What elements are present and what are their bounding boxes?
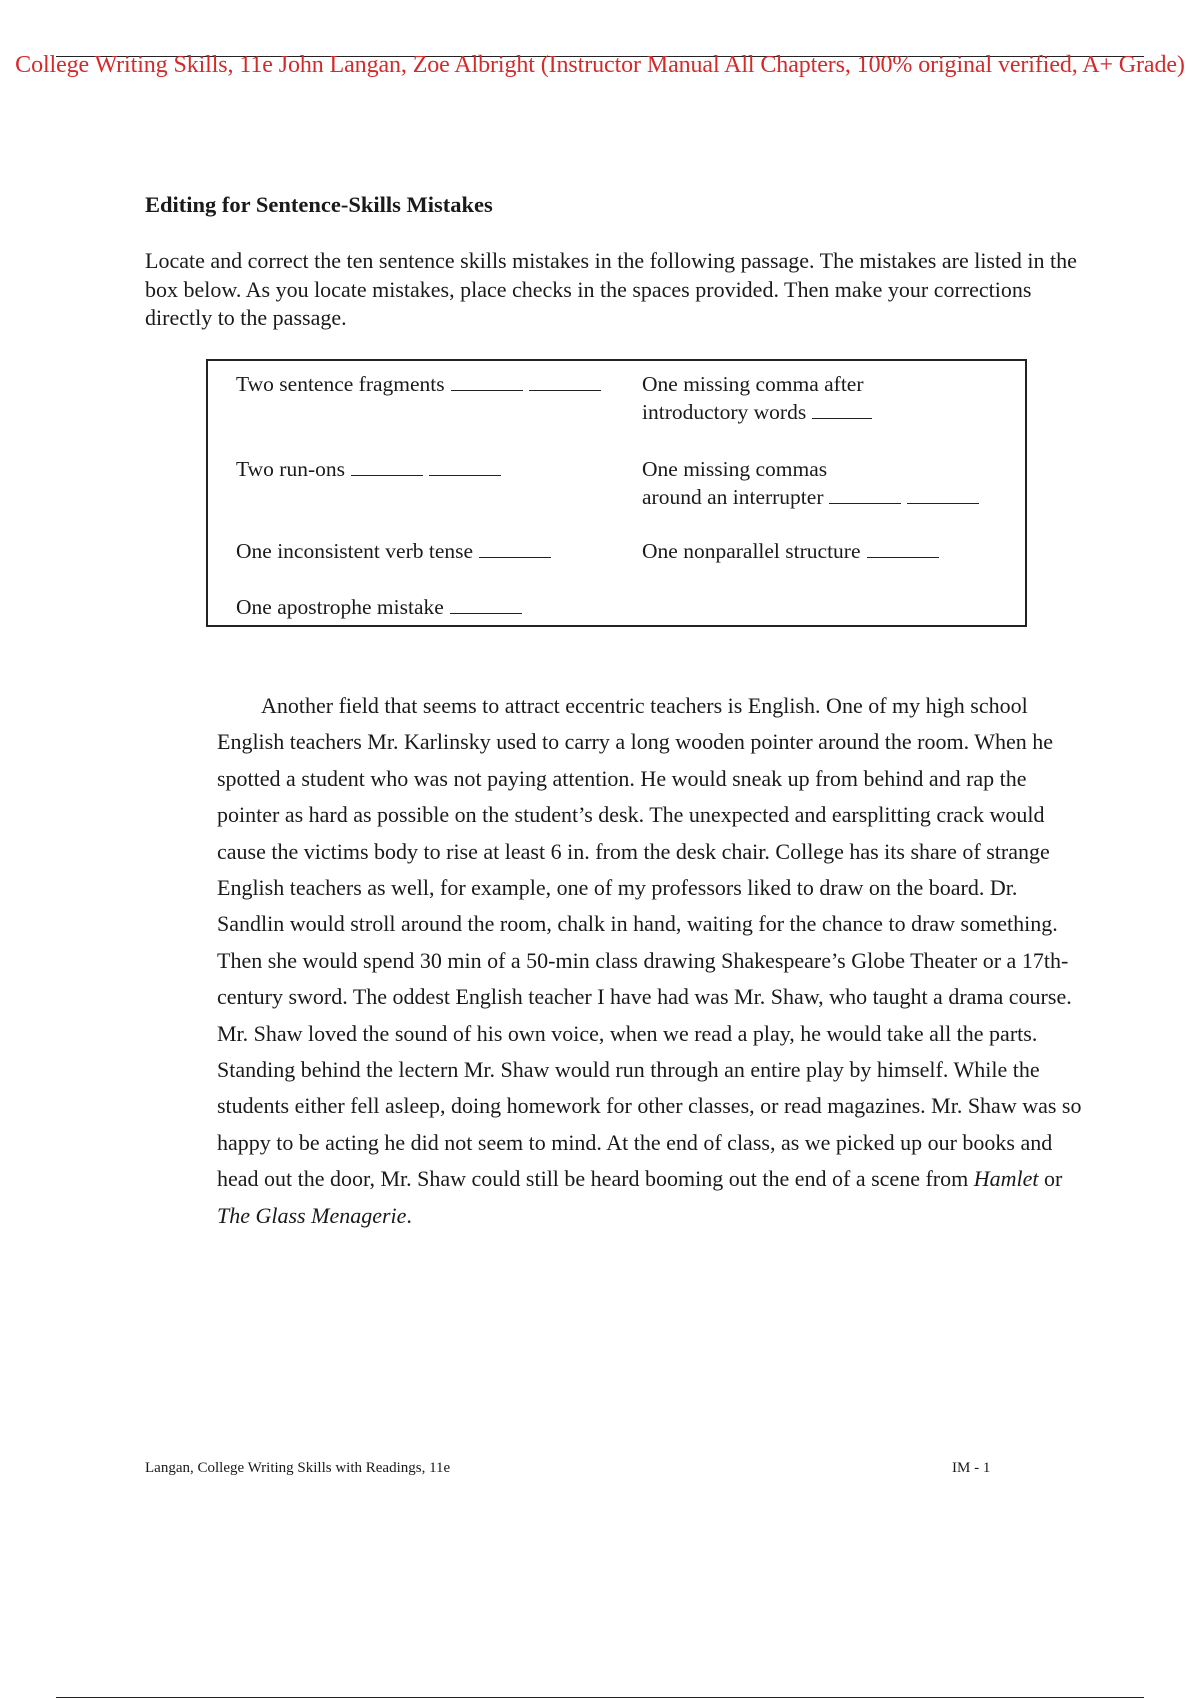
comma-interrupter-item bbox=[642, 456, 979, 511]
verb-tense-label: One inconsistent verb tense bbox=[236, 539, 474, 563]
comma-interrupter-label-line2: around an interrupter bbox=[642, 484, 824, 509]
comma-intro-item bbox=[642, 371, 872, 426]
apostrophe-label: One apostrophe mistake bbox=[236, 595, 444, 619]
check-blank[interactable] bbox=[479, 539, 551, 558]
comma-intro-label-line2: introductory words bbox=[642, 399, 807, 424]
fragments-item bbox=[236, 371, 601, 399]
fragments-label: Two sentence fragments bbox=[236, 372, 445, 396]
check-blank[interactable] bbox=[907, 485, 979, 504]
verb-tense-item bbox=[236, 538, 551, 566]
nonparallel-item bbox=[642, 538, 939, 566]
check-blank[interactable] bbox=[429, 457, 501, 476]
check-blank[interactable] bbox=[450, 595, 522, 614]
runons-label: Two run-ons bbox=[236, 457, 345, 481]
check-blank[interactable] bbox=[351, 457, 423, 476]
bottom-rule bbox=[56, 1697, 1144, 1698]
footer-page-number: IM - 1 bbox=[952, 1460, 991, 1476]
nonparallel-label: One nonparallel structure bbox=[642, 539, 861, 563]
check-blank[interactable] bbox=[451, 372, 523, 391]
footer-book-title: Langan, College Writing Skills with Readings, 11e bbox=[145, 1460, 451, 1476]
check-blank[interactable] bbox=[529, 372, 601, 391]
passage-paragraph bbox=[217, 688, 1085, 1234]
apostrophe-item bbox=[236, 594, 522, 622]
comma-intro-label-line1: One missing comma after bbox=[642, 372, 864, 396]
passage-end-punct: . bbox=[406, 1202, 412, 1228]
check-blank[interactable] bbox=[829, 485, 901, 504]
title-glass-menagerie: The Glass Menagerie bbox=[217, 1202, 407, 1228]
instructions-paragraph: Locate and correct the ten sentence skills mistakes in the following passage. The mistakes are listed in the box below. As you locate mistakes, place checks in the spaces provided. Then make your corrections directly to the passage. bbox=[145, 248, 1077, 330]
title-hamlet: Hamlet bbox=[973, 1166, 1039, 1192]
passage-text: Another field that seems to attract eccentric teachers is English. One of my high school English teachers Mr. Karlinsky used to carry a long wooden pointer around the room. When he spotted a student who was not paying attention. He would sneak up from behind and rap the pointer as hard as possible on the student’s desk. The unexpected and earsplitting crack would cause the victims body to rise at least 6 in. from the desk chair. College has its share of strange English teachers as well, for example, one of my professors liked to draw on the board. Dr. Sandlin would stroll around the room, chalk in hand, waiting for the chance to draw something. Then she would spend 30 min of a 50-min class drawing Shakespeare’s Globe Theater or a 17th-century sword. The oddest English teacher I have had was Mr. Shaw, who taught a drama course. Mr. Shaw loved the sound of his own voice, when we read a play, he would take all the parts. Standing behind the lectern Mr. Shaw would run through an entire play by himself. While the students either fell asleep, doing homework for other classes, or read magazines. Mr. Shaw was so happy to be acting he did not seem to mind. At the end of class, as we picked up our books and head out the door, Mr. Shaw could still be heard booming out the end of a scene from bbox=[217, 693, 1082, 1192]
section-heading: Editing for Sentence-Skills Mistakes bbox=[145, 192, 493, 217]
mistakes-checklist-box bbox=[206, 359, 1027, 627]
check-blank[interactable] bbox=[812, 400, 872, 419]
check-blank[interactable] bbox=[867, 539, 939, 558]
comma-interrupter-label-line1: One missing commas bbox=[642, 457, 828, 481]
passage-conjunction: or bbox=[1044, 1166, 1063, 1192]
runons-item bbox=[236, 456, 501, 484]
watermark-banner: College Writing Skills, 11e John Langan, Zoe Albright (Instructor Manual All Chapters, 100% original verified, A+ Grade) bbox=[15, 52, 1185, 78]
